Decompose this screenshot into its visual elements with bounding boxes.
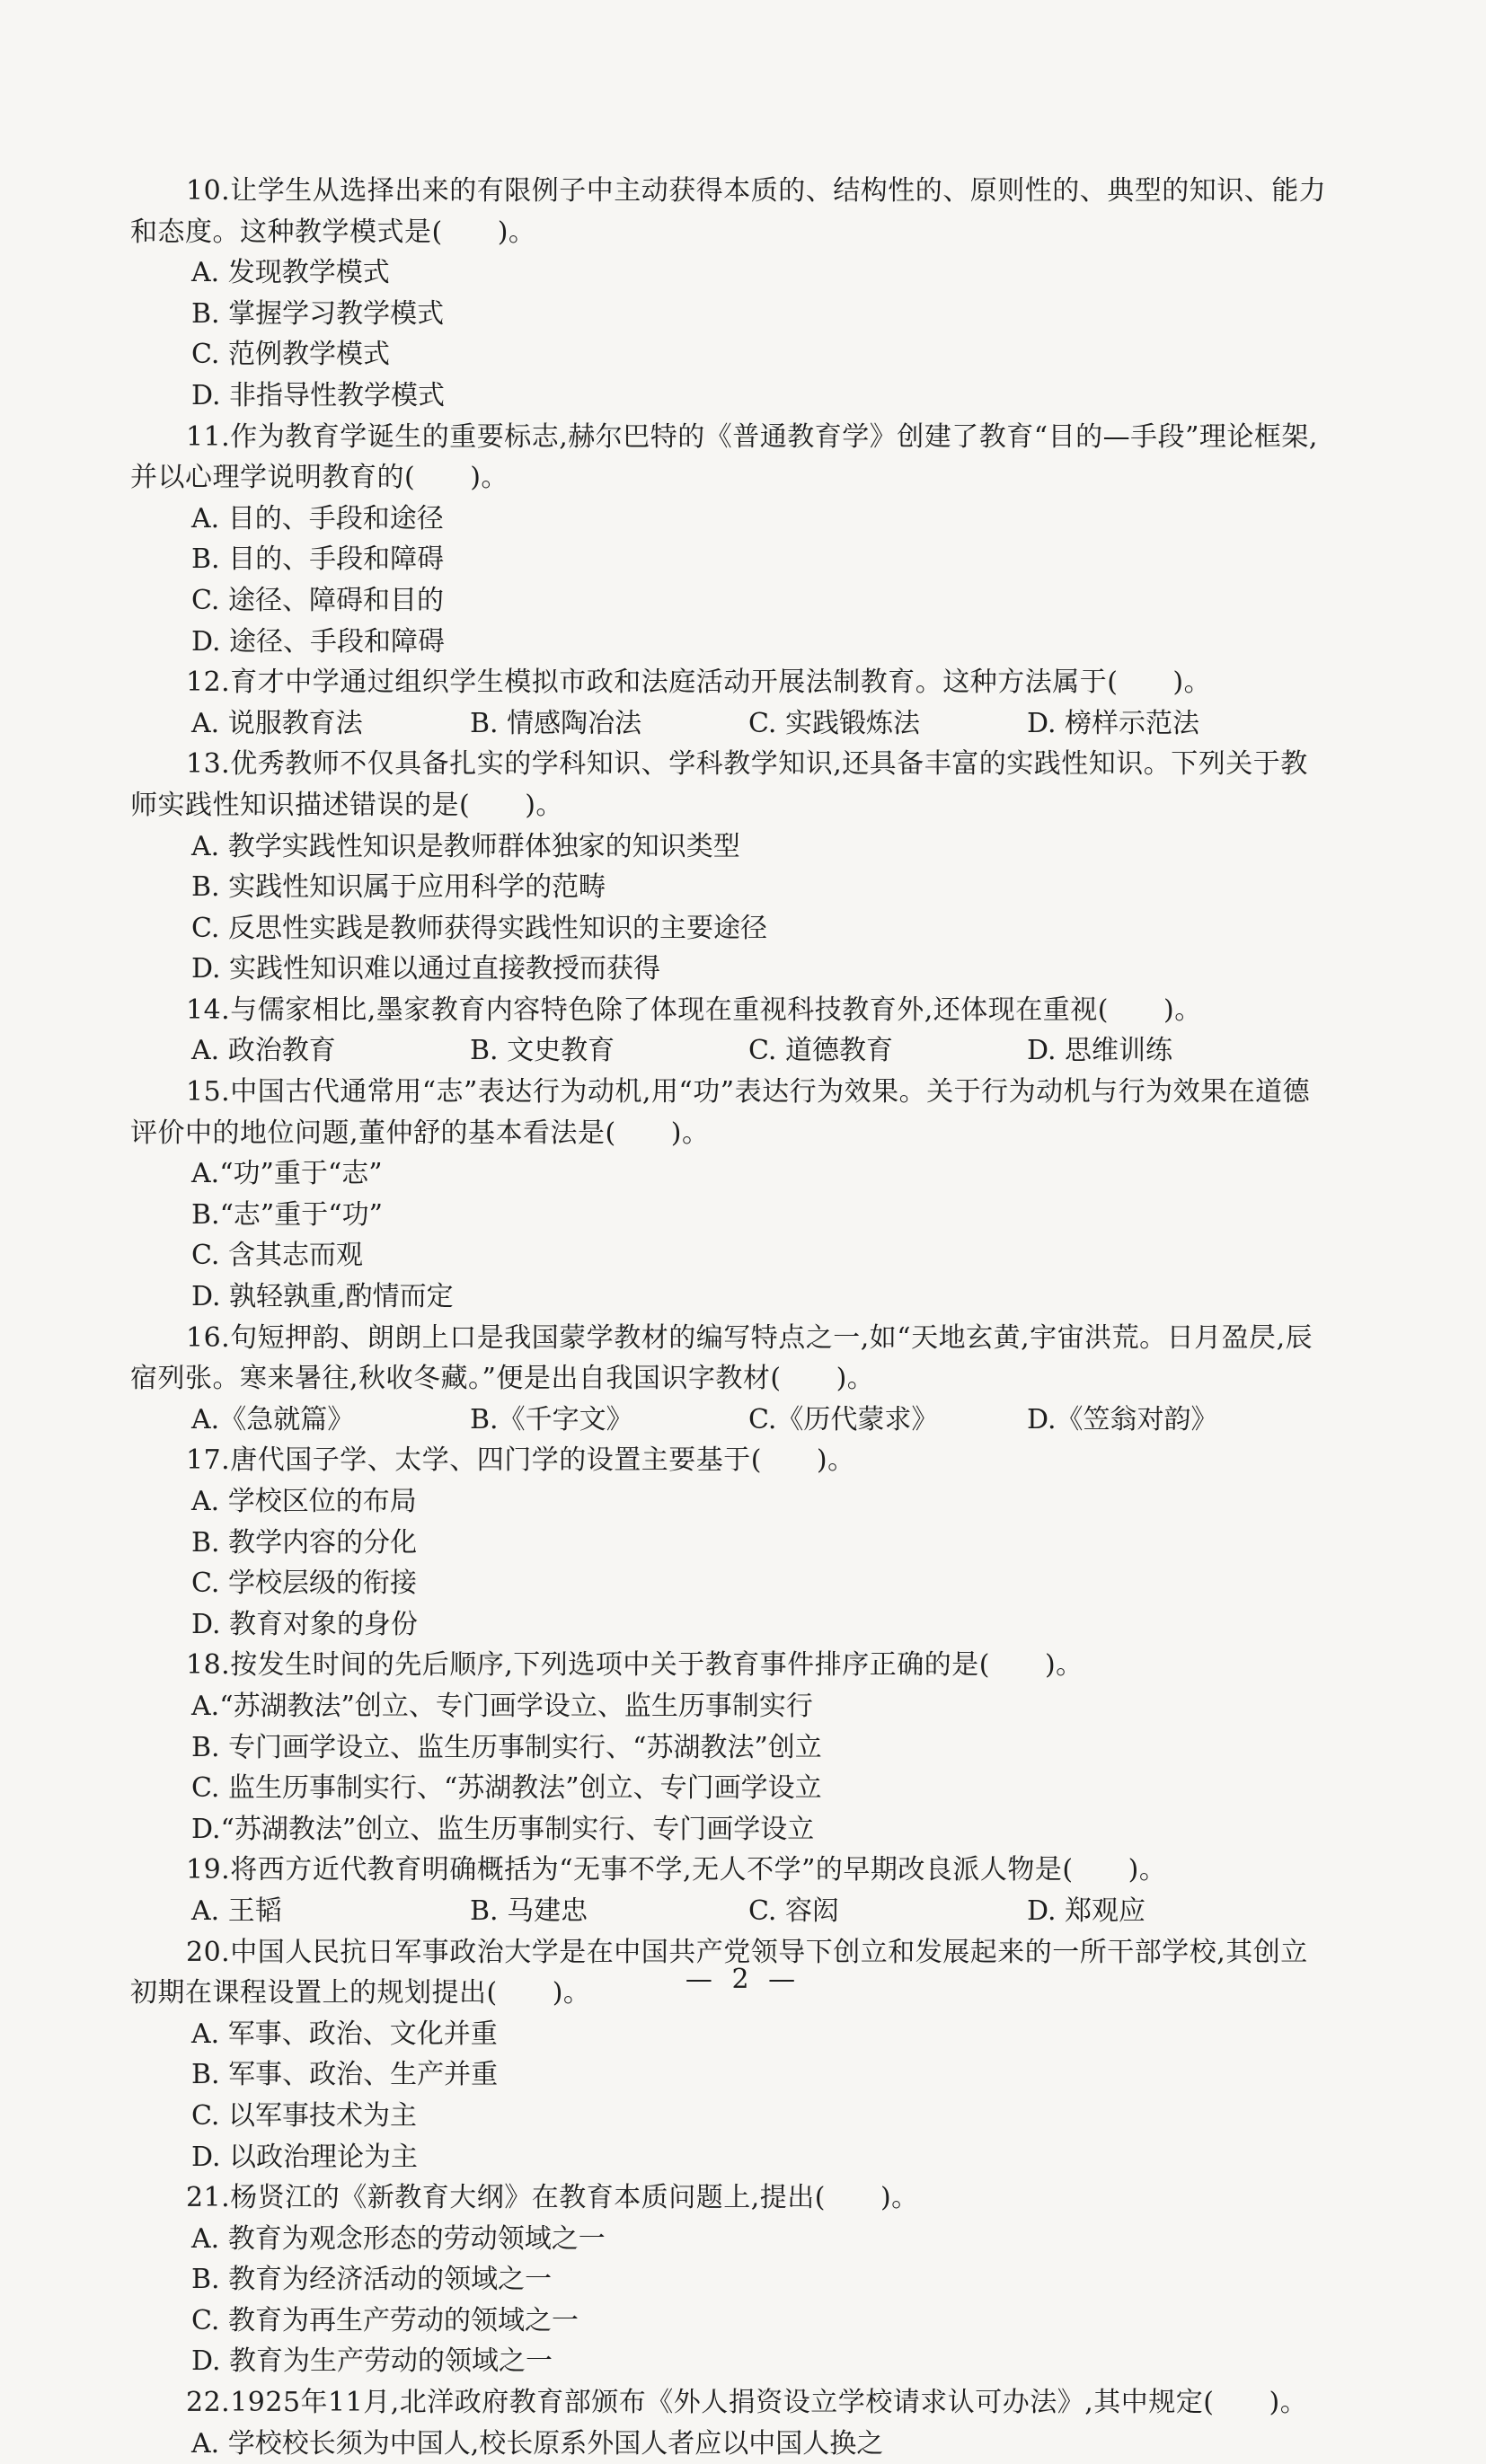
- option-c: C. 学校层级的衔接: [191, 1568, 417, 1600]
- question-21: [130, 2177, 1330, 2382]
- option-c: C. 道德教育: [748, 1035, 893, 1067]
- option-c: C. 以军事技术为主: [191, 2099, 417, 2132]
- option-d: D. 教育为生产劳动的领域之一: [191, 2345, 553, 2378]
- option-a: A.“苏湖教法”创立、专门画学设立、监生历事制实行: [191, 1690, 813, 1722]
- option-c: C.《历代蒙求》: [748, 1403, 939, 1435]
- question-18: [130, 1645, 1330, 1850]
- option-c: C. 实践锻炼法: [748, 707, 920, 739]
- option-list: [130, 1686, 1330, 1850]
- question-16: [130, 1318, 1330, 1441]
- page-number: — 2 —: [685, 1964, 801, 1995]
- option-a: A. 教育为观念形态的劳动领域之一: [191, 2222, 606, 2255]
- question-list: [130, 171, 1330, 2464]
- option-b: B. 掌握学习教学模式: [191, 297, 445, 330]
- option-c: C. 范例教学模式: [191, 339, 390, 371]
- question-11: [130, 417, 1330, 663]
- option-a: A. 目的、手段和途径: [191, 502, 444, 534]
- option-list: [130, 826, 1330, 990]
- question-14: [130, 990, 1330, 1072]
- option-list: [130, 2219, 1330, 2382]
- question-10: [130, 171, 1330, 417]
- question-19: [130, 1850, 1330, 1931]
- option-a: A. 王韬: [191, 1894, 282, 1927]
- option-list: [130, 2424, 1330, 2464]
- option-d: D. 途径、手段和障碍: [191, 625, 446, 658]
- question-stem: 13.优秀教师不仅具备扎实的学科知识、学科教学知识,还具备丰富的实践性知识。下列关于教师实践性知识描述错误的是( )。: [130, 748, 1308, 821]
- option-a: A.“功”重于“志”: [191, 1158, 383, 1190]
- option-d: D. 思维训练: [1027, 1035, 1173, 1067]
- option-d: D. 榜样示范法: [1027, 707, 1200, 739]
- option-b: B.《千字文》: [470, 1403, 633, 1435]
- option-a: A. 说服教育法: [191, 707, 363, 739]
- question-stem: 17.唐代国子学、太学、四门学的设置主要基于( )。: [186, 1444, 855, 1477]
- option-b: B. 实践性知识属于应用科学的范畴: [191, 871, 606, 904]
- option-a: A. 发现教学模式: [191, 257, 390, 289]
- option-list: [130, 2014, 1330, 2177]
- question-stem: 19.将西方近代教育明确概括为“无事不学,无人不学”的早期改良派人物是( )。: [186, 1854, 1167, 1886]
- question-13: [130, 744, 1330, 990]
- question-stem: 11.作为教育学诞生的重要标志,赫尔巴特的《普通教育学》创建了教育“目的—手段”理论框架,并以心理学说明教育的( )。: [130, 420, 1318, 494]
- option-c: C. 监生历事制实行、“苏湖教法”创立、专门画学设立: [191, 1772, 822, 1805]
- option-list: [130, 252, 1330, 416]
- option-a: A.《急就篇》: [191, 1403, 355, 1435]
- question-stem: 12.育才中学通过组织学生模拟市政和法庭活动开展法制教育。这种方法属于( )。: [186, 667, 1212, 699]
- question-17: [130, 1440, 1330, 1645]
- option-list: [130, 1153, 1330, 1317]
- question-stem: 14.与儒家相比,墨家教育内容特色除了体现在重视科技教育外,还体现在重视( )。: [186, 994, 1202, 1026]
- option-d: D. 非指导性教学模式: [191, 379, 446, 411]
- option-b: B. 马建忠: [470, 1894, 588, 1927]
- option-d: D. 孰轻孰重,酌情而定: [191, 1281, 454, 1313]
- option-d: D. 郑观应: [1027, 1894, 1146, 1927]
- option-a: A. 学校区位的布局: [191, 1486, 417, 1517]
- option-list: [130, 1400, 1330, 1441]
- option-c: C. 途径、障碍和目的: [191, 584, 444, 616]
- option-d: D. 以政治理论为主: [191, 2141, 419, 2173]
- option-d: D.《笠翁对韵》: [1027, 1403, 1218, 1435]
- option-a: A. 教学实践性知识是教师群体独家的知识类型: [191, 830, 740, 862]
- question-22: [130, 2382, 1330, 2464]
- option-b: B. 目的、手段和障碍: [191, 543, 445, 576]
- option-list: [130, 1891, 1330, 1932]
- option-c: C. 含其志而观: [191, 1240, 363, 1272]
- option-b: B. 情感陶冶法: [470, 707, 642, 739]
- option-c: C. 教育为再生产劳动的领域之一: [191, 2304, 579, 2336]
- option-b: B. 专门画学设立、监生历事制实行、“苏湖教法”创立: [191, 1731, 822, 1763]
- question-stem: 10.让学生从选择出来的有限例子中主动获得本质的、结构性的、原则性的、典型的知识、能力和态度。这种教学模式是( )。: [130, 175, 1327, 248]
- option-d: D.“苏湖教法”创立、监生历事制实行、专门画学设立: [191, 1813, 815, 1845]
- question-12: [130, 662, 1330, 744]
- option-d: D. 教育对象的身份: [191, 1608, 419, 1640]
- option-a: A. 学校校长须为中国人,校长原系外国人者应以中国人换之: [191, 2427, 884, 2460]
- option-d: D. 实践性知识难以通过直接教授而获得: [191, 953, 661, 985]
- question-stem: 15.中国古代通常用“志”表达行为动机,用“功”表达行为效果。关于行为动机与行为效果在道德评价中的地位问题,董仲舒的基本看法是( )。: [130, 1076, 1311, 1149]
- question-stem: 16.句短押韵、朗朗上口是我国蒙学教材的编写特点之一,如“天地玄黄,宇宙洪荒。日月盈昃,辰宿列张。寒来暑往,秋收冬藏。”便是出自我国识字教材( )。: [130, 1321, 1314, 1395]
- option-b: B.“志”重于“功”: [191, 1198, 383, 1231]
- option-list: [130, 703, 1330, 745]
- option-a: A. 政治教育: [191, 1035, 336, 1067]
- option-c: C. 反思性实践是教师获得实践性知识的主要途径: [191, 912, 767, 944]
- question-stem: 18.按发生时间的先后顺序,下列选项中关于教育事件排序正确的是( )。: [186, 1649, 1084, 1682]
- question-stem: 21.杨贤江的《新教育大纲》在教育本质问题上,提出( )。: [186, 2182, 919, 2214]
- option-b: B. 军事、政治、生产并重: [191, 2059, 499, 2091]
- question-15: [130, 1072, 1330, 1318]
- option-list: [130, 1481, 1330, 1645]
- option-b: B. 教学内容的分化: [191, 1526, 418, 1559]
- question-stem: 22.1925年11月,北洋政府教育部颁布《外人捐资设立学校请求认可办法》,其中规定( )。: [186, 2387, 1308, 2419]
- option-list: [130, 499, 1330, 662]
- option-b: B. 文史教育: [470, 1035, 615, 1067]
- question-stem: 20.中国人民抗日军事政治大学是在中国共产党领导下创立和发展起来的一所干部学校,其创立初期在课程设置上的规划提出( )。: [130, 1936, 1308, 2009]
- option-b: B. 教育为经济活动的领域之一: [191, 2264, 553, 2296]
- option-a: A. 军事、政治、文化并重: [191, 2018, 498, 2050]
- option-list: [130, 1030, 1330, 1072]
- option-c: C. 容闳: [748, 1894, 839, 1927]
